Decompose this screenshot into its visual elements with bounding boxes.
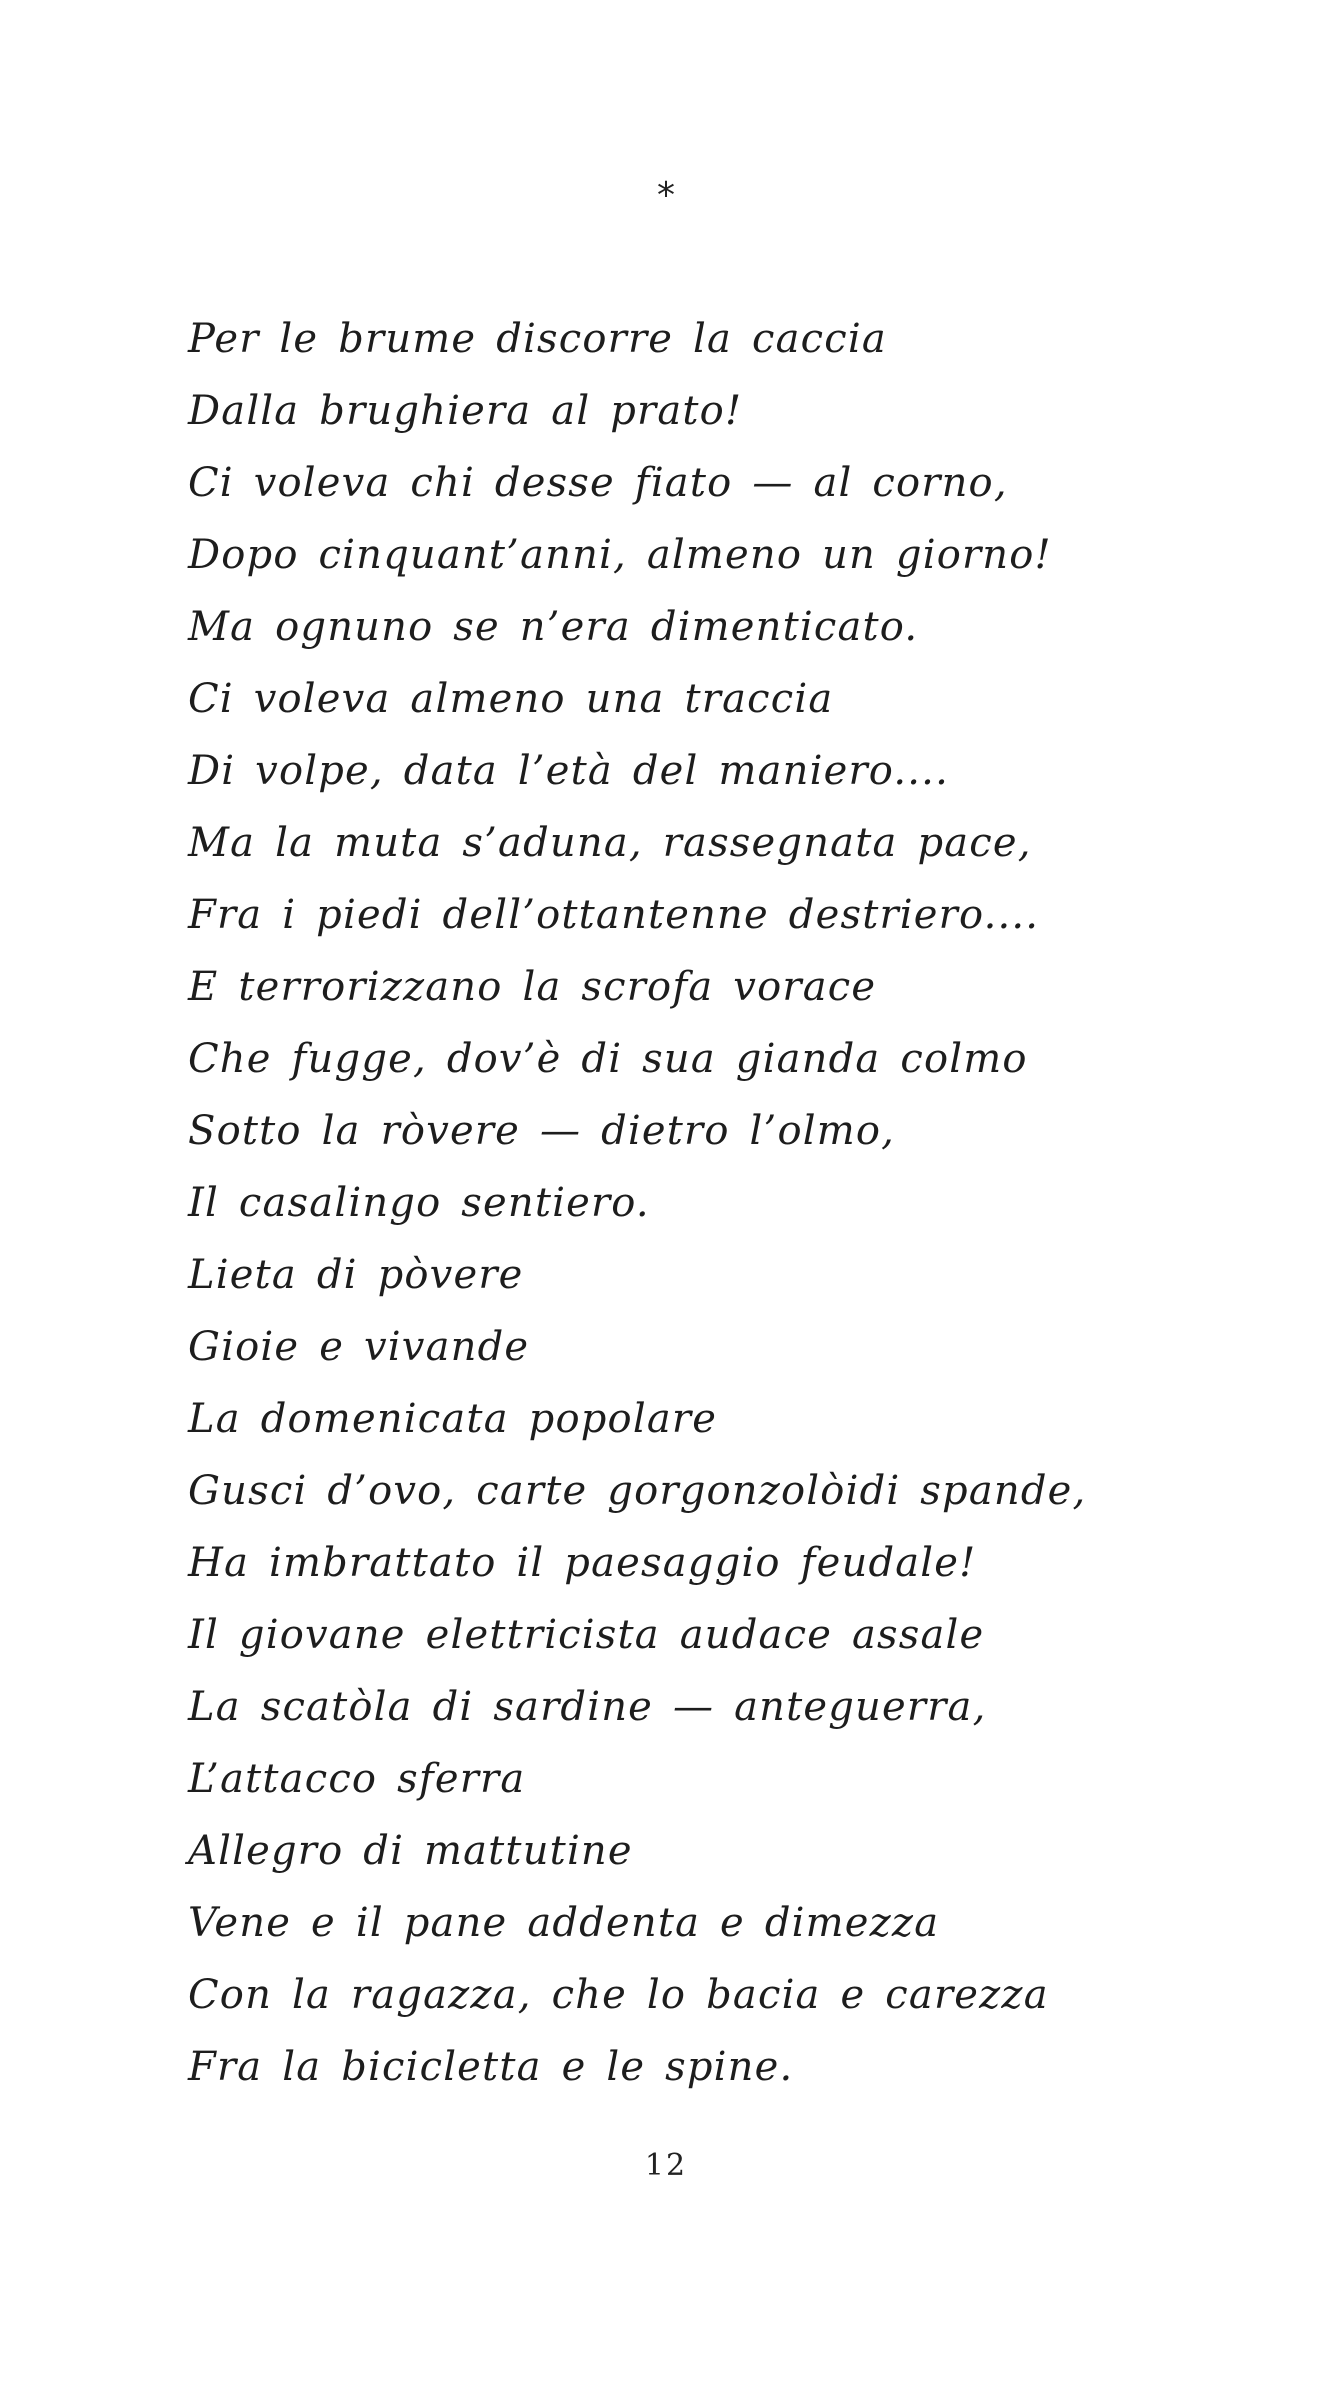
poem-line: Dopo cinquant’anni, almeno un giorno! <box>188 532 1052 578</box>
poem-line: Lieta di pòvere <box>188 1252 524 1298</box>
poem-line: E terrorizzano la scrofa vorace <box>188 964 877 1010</box>
poem-line: La domenicata popolare <box>188 1396 718 1442</box>
poem-line: Fra i piedi dell’ottantenne destriero.... <box>188 892 1040 938</box>
poem-line: Dalla brughiera al prato! <box>188 388 743 434</box>
poem-line: Allegro di mattutine <box>188 1828 633 1874</box>
poem-line: Ma la muta s’aduna, rassegnata pace, <box>188 820 1032 866</box>
poem-line: Ci voleva chi desse fiato — al corno, <box>188 460 1008 506</box>
poem-line: Ha imbrattato il paesaggio feudale! <box>188 1540 977 1586</box>
poem-line: La scatòla di sardine — anteguerra, <box>188 1684 987 1730</box>
poem-text <box>188 303 1086 2103</box>
poem-line: Con la ragazza, che lo bacia e carezza <box>188 1972 1049 2018</box>
poem-line: L’attacco sferra <box>188 1756 526 1802</box>
poem-line: Di volpe, data l’età del maniero.... <box>188 748 950 794</box>
section-ornament: * <box>657 175 675 216</box>
poem-line: Che fugge, dov’è di sua gianda colmo <box>188 1036 1028 1082</box>
poem-line: Il giovane elettricista audace assale <box>188 1612 985 1658</box>
poem-line: Per le brume discorre la caccia <box>188 316 887 362</box>
poem-line: Ci voleva almeno una traccia <box>188 676 834 722</box>
poem-line: Il casalingo sentiero. <box>188 1180 650 1226</box>
poem-line: Vene e il pane addenta e dimezza <box>188 1900 940 1946</box>
poem-line: Fra la bicicletta e le spine. <box>188 2044 794 2090</box>
poem-line: Sotto la ròvere — dietro l’olmo, <box>188 1108 896 1154</box>
poem-line: Gusci d’ovo, carte gorgonzolòidi spande, <box>188 1468 1087 1514</box>
poem-line: Gioie e vivande <box>188 1324 530 1370</box>
poem-line: Ma ognuno se n’era dimenticato. <box>188 604 919 650</box>
page-number: 12 <box>644 2148 688 2183</box>
